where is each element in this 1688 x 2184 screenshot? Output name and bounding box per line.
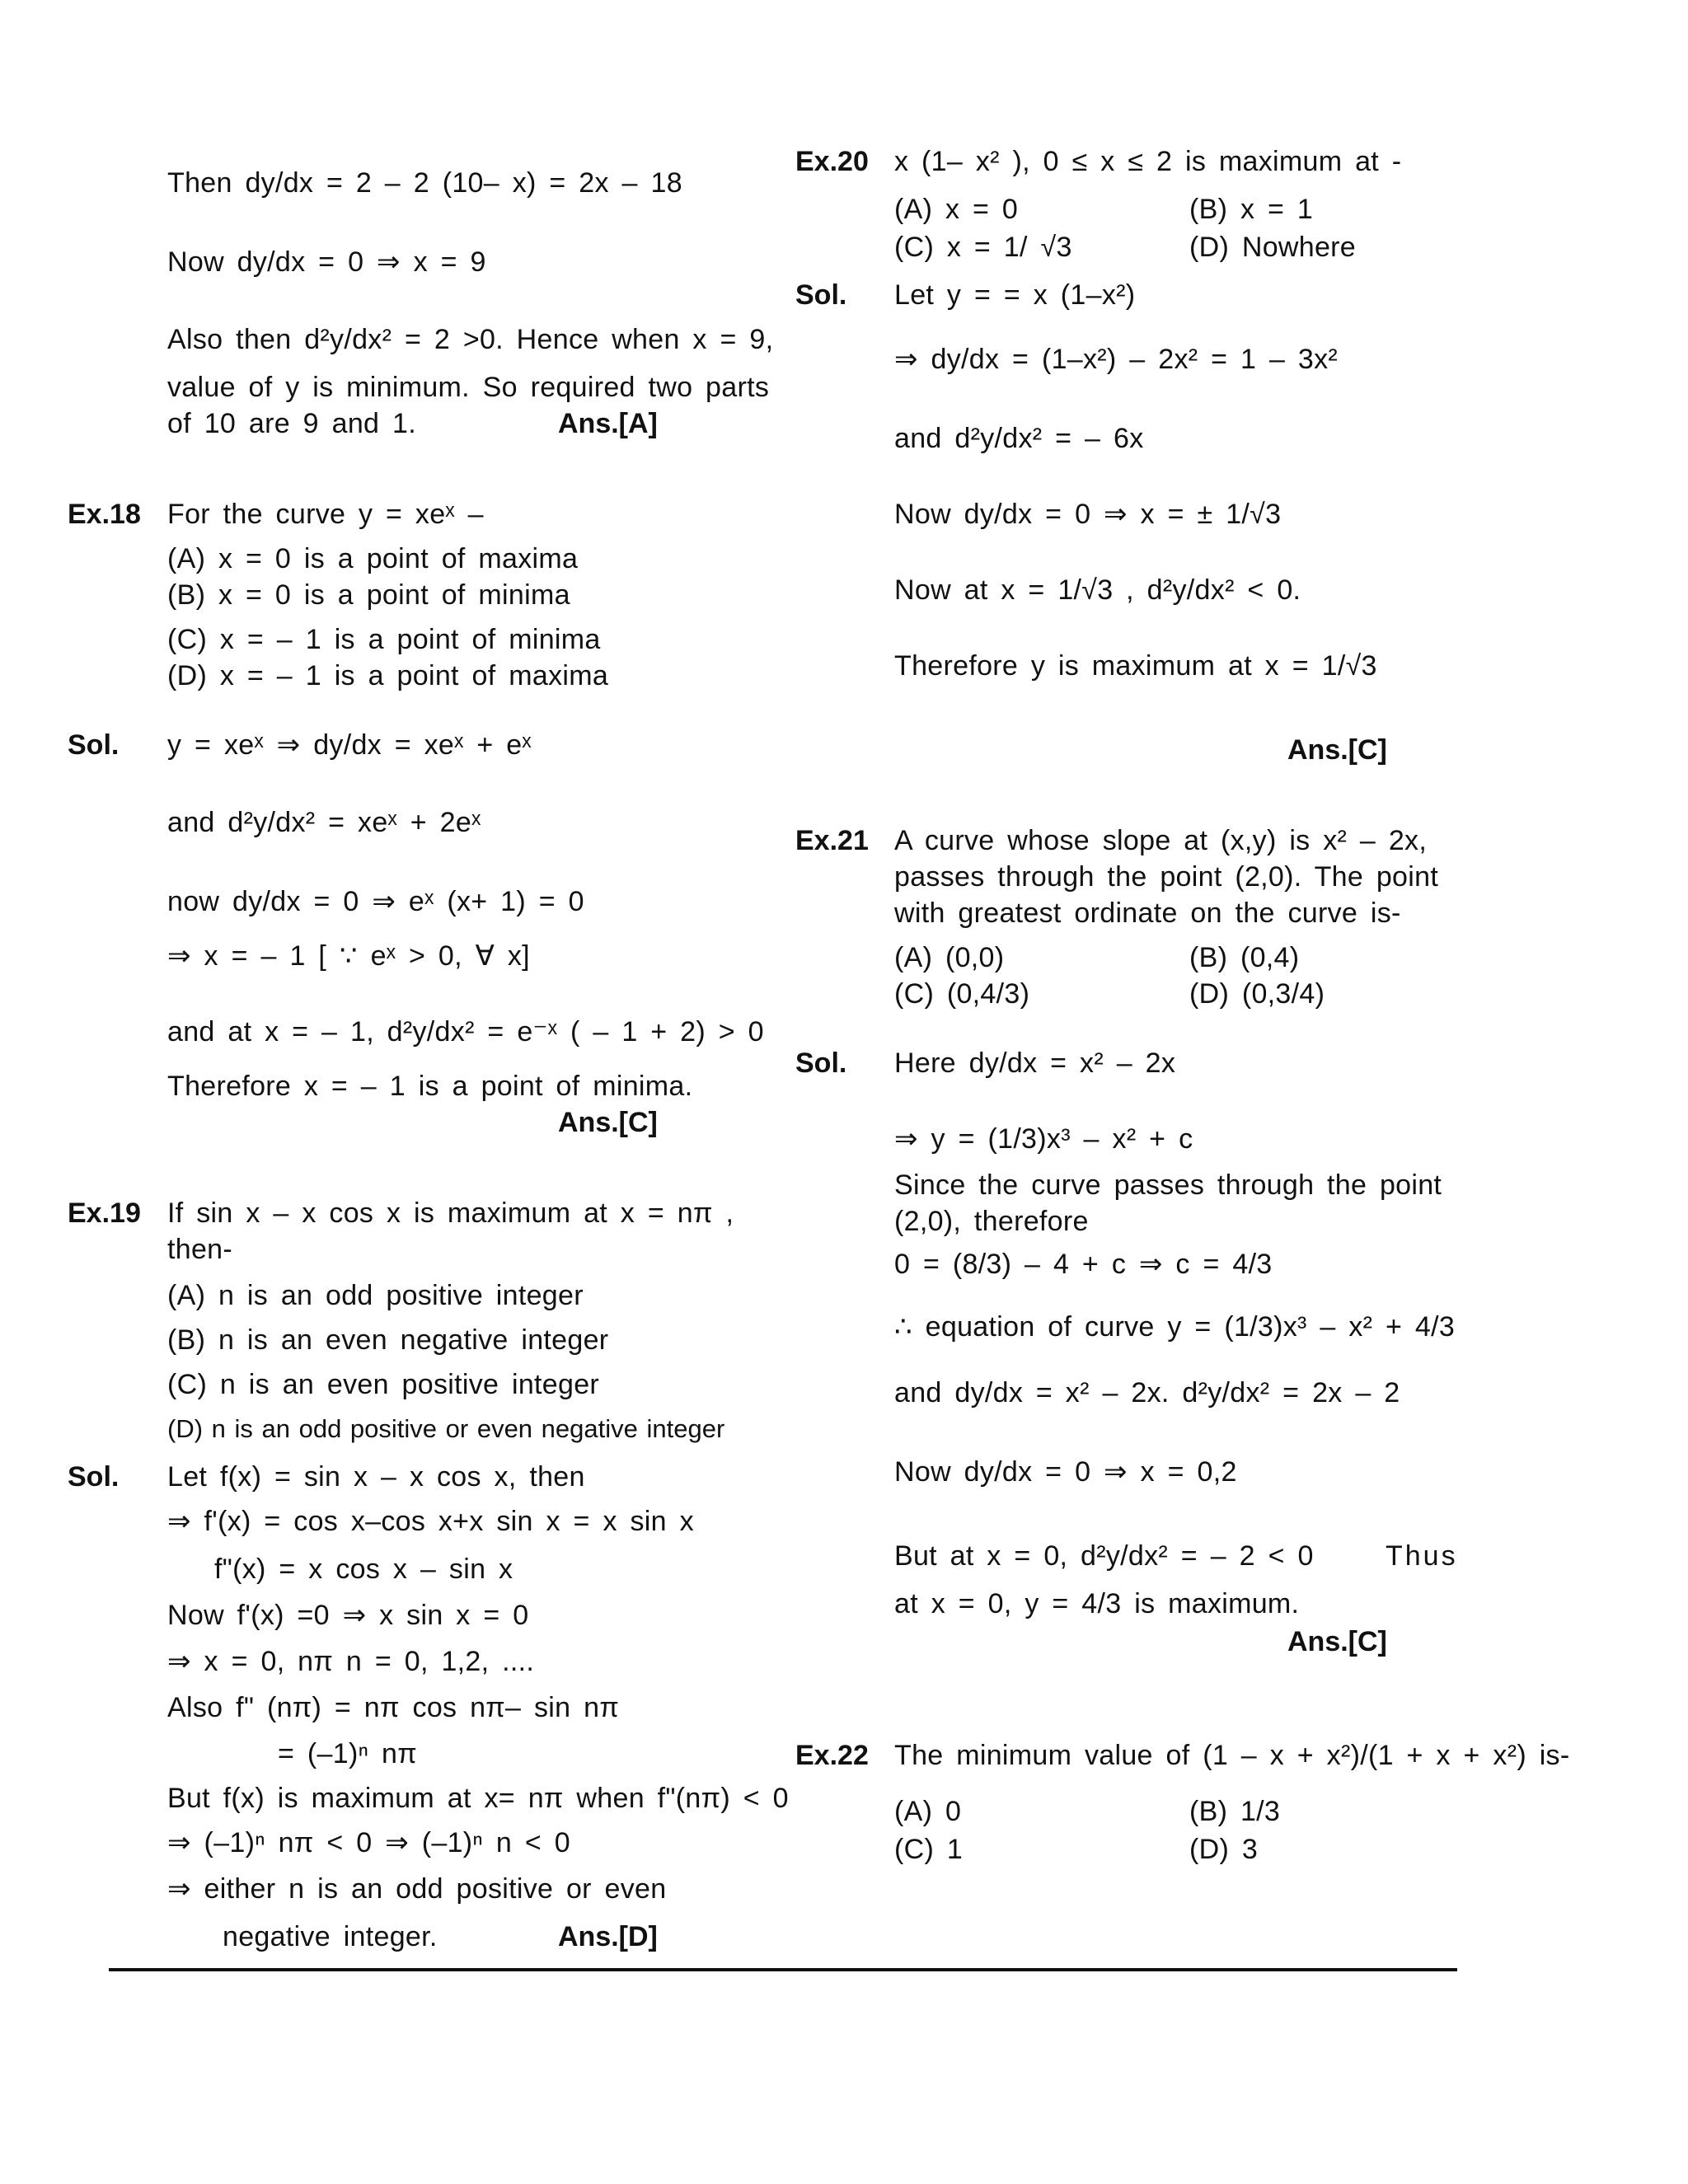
solution-line: now dy/dx = 0 ⇒ eˣ (x+ 1) = 0 xyxy=(167,886,584,917)
option-b: (B) n is an even negative integer xyxy=(167,1324,609,1356)
solution-line: ⇒ (–1)ⁿ nπ < 0 ⇒ (–1)ⁿ n < 0 xyxy=(167,1827,570,1858)
option-d: (D) 3 xyxy=(1189,1834,1259,1865)
solution-label: Sol. xyxy=(795,1047,847,1079)
solution-line: y = xeˣ ⇒ dy/dx = xeˣ + eˣ xyxy=(167,729,532,761)
solution-line: Therefore y is maximum at x = 1/√3 xyxy=(894,650,1377,682)
solution-line: and d²y/dx² = – 6x xyxy=(894,423,1144,454)
solution-line: Now at x = 1/√3 , d²y/dx² < 0. xyxy=(894,574,1301,606)
solution-line: Let y = = x (1–x²) xyxy=(894,279,1136,311)
solution-line: Now f'(x) =0 ⇒ x sin x = 0 xyxy=(167,1600,529,1631)
option-d: (D) (0,3/4) xyxy=(1189,978,1325,1010)
answer: Ans.[C] xyxy=(1287,734,1387,766)
example-label: Ex.21 xyxy=(795,825,869,856)
option-c: (C) n is an even positive integer xyxy=(167,1369,600,1400)
solution-line: But f(x) is maximum at x= nπ when f"(nπ) < 0 xyxy=(167,1783,789,1814)
solution-line: at x = 0, y = 4/3 is maximum. xyxy=(894,1588,1300,1619)
text-line: Now dy/dx = 0 ⇒ x = 9 xyxy=(167,246,486,278)
option-b: (B) (0,4) xyxy=(1189,942,1300,973)
solution-line: Let f(x) = sin x – x cos x, then xyxy=(167,1461,585,1493)
text-line: Then dy/dx = 2 – 2 (10– x) = 2x – 18 xyxy=(167,167,682,199)
solution-label: Sol. xyxy=(68,729,120,761)
solution-line: Here dy/dx = x² – 2x xyxy=(894,1047,1176,1079)
solution-line: negative integer. xyxy=(223,1921,438,1952)
option-a: (A) n is an odd positive integer xyxy=(167,1280,584,1311)
question-text: passes through the point (2,0). The point xyxy=(894,861,1439,893)
option-a: (A) (0,0) xyxy=(894,942,1005,973)
question-text: For the curve y = xeˣ – xyxy=(167,499,484,530)
solution-line: ⇒ f'(x) = cos x–cos x+x sin x = x sin x xyxy=(167,1506,694,1537)
solution-line: ⇒ x = 0, nπ n = 0, 1,2, .... xyxy=(167,1646,535,1677)
example-label: Ex.18 xyxy=(68,499,141,530)
option-d: (D) x = – 1 is a point of maxima xyxy=(167,660,609,691)
solution-line: and dy/dx = x² – 2x. d²y/dx² = 2x – 2 xyxy=(894,1377,1400,1408)
solution-line: ⇒ y = (1/3)x³ – x² + c xyxy=(894,1123,1193,1155)
option-c: (C) (0,4/3) xyxy=(894,978,1030,1010)
answer: Ans.[A] xyxy=(558,408,658,439)
question-text: The minimum value of (1 – x + x²)/(1 + x + x²) is- xyxy=(894,1740,1570,1771)
solution-line: = (–1)ⁿ nπ xyxy=(278,1738,417,1769)
left-column xyxy=(66,0,789,1994)
option-a: (A) 0 xyxy=(894,1796,962,1827)
question-text: x (1– x² ), 0 ≤ x ≤ 2 is maximum at - xyxy=(894,146,1402,177)
answer: Ans.[D] xyxy=(558,1921,658,1952)
option-c: (C) x = – 1 is a point of minima xyxy=(167,624,601,655)
option-a: (A) x = 0 is a point of maxima xyxy=(167,543,579,574)
solution-line: ⇒ either n is an odd positive or even xyxy=(167,1873,667,1905)
option-c: (C) 1 xyxy=(894,1834,964,1865)
solution-line: Now dy/dx = 0 ⇒ x = ± 1/√3 xyxy=(894,499,1282,530)
solution-line: But at x = 0, d²y/dx² = – 2 < 0 xyxy=(894,1540,1314,1572)
solution-line: Since the curve passes through the point xyxy=(894,1169,1442,1201)
solution-line: ∴ equation of curve y = (1/3)x³ – x² + 4/3 xyxy=(894,1311,1456,1343)
example-label: Ex.22 xyxy=(795,1740,869,1771)
right-column xyxy=(795,0,1570,1994)
question-text: with greatest ordinate on the curve is- xyxy=(894,898,1401,929)
solution-line: f"(x) = x cos x – sin x xyxy=(214,1554,513,1585)
solution-line: ⇒ dy/dx = (1–x²) – 2x² = 1 – 3x² xyxy=(894,344,1339,375)
solution-line: 0 = (8/3) – 4 + c ⇒ c = 4/3 xyxy=(894,1249,1273,1280)
solution-line: ⇒ x = – 1 [ ∵ eˣ > 0, ∀ x] xyxy=(167,940,530,972)
solution-line: Thus xyxy=(1386,1540,1458,1572)
text-line: value of y is minimum. So required two parts xyxy=(167,372,770,403)
solution-label: Sol. xyxy=(68,1461,120,1493)
option-d: (D) n is an odd positive or even negative integer xyxy=(167,1414,725,1443)
solution-line: and at x = – 1, d²y/dx² = e⁻ˣ ( – 1 + 2) > 0 xyxy=(167,1016,764,1047)
solution-line: (2,0), therefore xyxy=(894,1206,1089,1237)
solution-line: Therefore x = – 1 is a point of minima. xyxy=(167,1071,693,1102)
option-b: (B) x = 0 is a point of minima xyxy=(167,579,570,611)
solution-line: Now dy/dx = 0 ⇒ x = 0,2 xyxy=(894,1456,1237,1488)
option-b: (B) x = 1 xyxy=(1189,194,1314,225)
text-line: of 10 are 9 and 1. xyxy=(167,408,416,439)
example-label: Ex.20 xyxy=(795,146,869,177)
example-label: Ex.19 xyxy=(68,1197,141,1229)
question-text: A curve whose slope at (x,y) is x² – 2x, xyxy=(894,825,1428,856)
question-text: If sin x – x cos x is maximum at x = nπ , xyxy=(167,1197,734,1229)
bottom-rule xyxy=(109,1968,1457,1971)
option-d: (D) Nowhere xyxy=(1189,232,1357,263)
answer: Ans.[C] xyxy=(1287,1626,1387,1657)
option-b: (B) 1/3 xyxy=(1189,1796,1281,1827)
solution-line: and d²y/dx² = xeˣ + 2eˣ xyxy=(167,807,481,838)
solution-line: Also f" (nπ) = nπ cos nπ– sin nπ xyxy=(167,1692,620,1723)
text-line: Also then d²y/dx² = 2 >0. Hence when x = 9, xyxy=(167,324,774,355)
solution-label: Sol. xyxy=(795,279,847,311)
question-text: then- xyxy=(167,1234,232,1265)
option-a: (A) x = 0 xyxy=(894,194,1019,225)
answer: Ans.[C] xyxy=(558,1107,658,1138)
option-c: (C) x = 1/ √3 xyxy=(894,232,1072,263)
